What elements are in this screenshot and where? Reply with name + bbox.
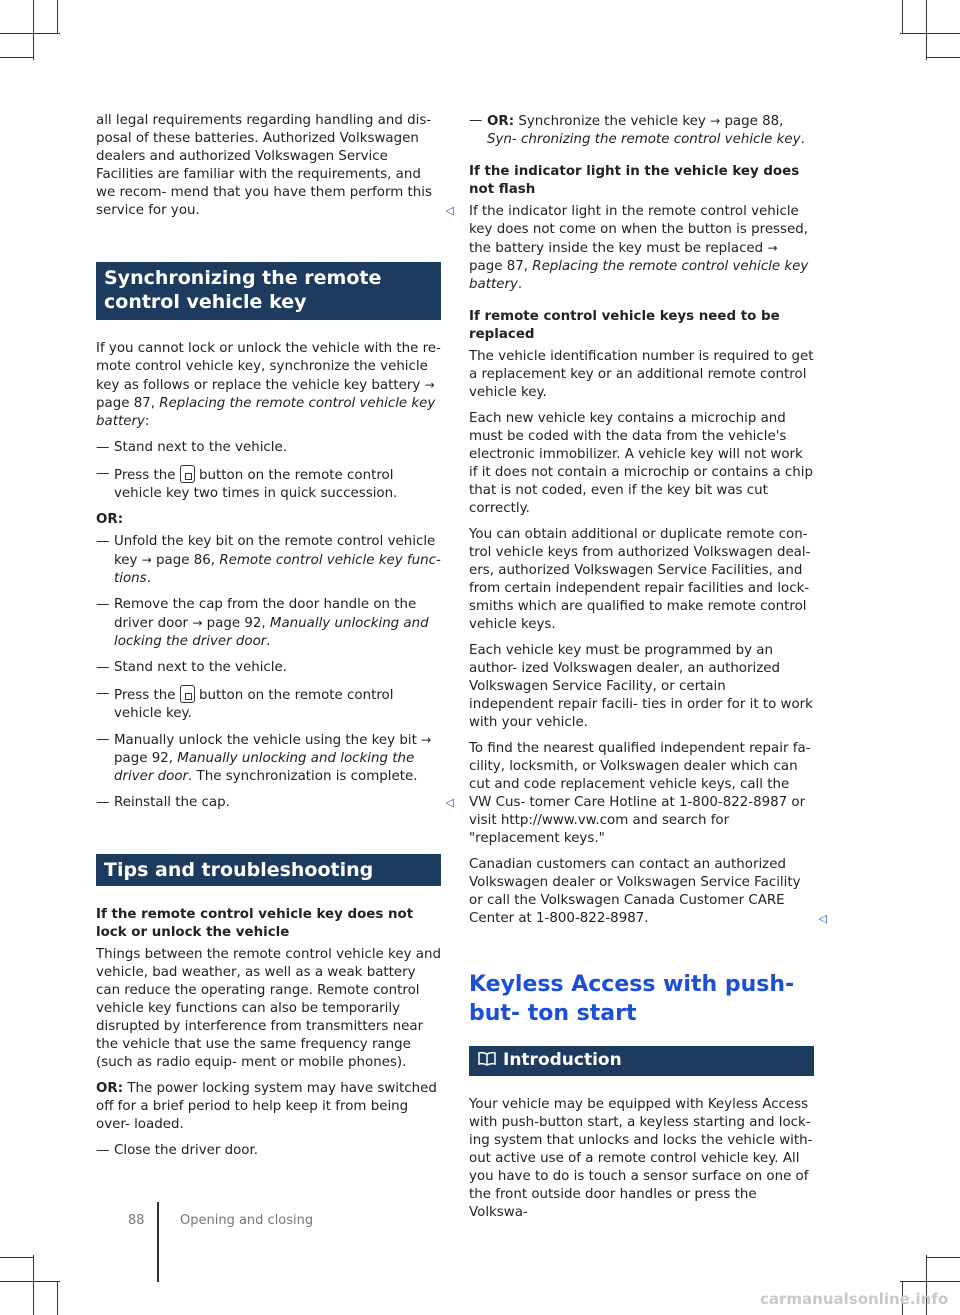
book-icon <box>477 1051 497 1073</box>
crop-mark <box>33 0 34 60</box>
paragraph: Each new vehicle key contains a microchip and must be coded with the data from the vehicle's electronic immobilizer. A vehicle key will not work if it does not contain a microchip or contains a chip that is not coded, even if the key bit was cut correctly. <box>469 411 813 516</box>
step-item: — Remove the cap from the door handle on the driver door → page 92, Manually unlocking and locking the driver door. <box>96 597 429 649</box>
step-item: — Press the button on the remote control vehicle key two times in quick succession. <box>96 466 398 501</box>
sync-paragraph: If you cannot lock or unlock the vehicle with the re- mote control vehicle key, synchronize the vehicle key as follows or replace the vehicle key battery → page 87, Replacing the remote control vehicle key battery: <box>96 341 441 429</box>
step-item: — Manually unlock the vehicle using the key bit → page 92, Manually unlocking and locking the driver door. The synchronization is complete. <box>96 732 432 784</box>
lock-button-icon <box>180 685 195 703</box>
end-triangle-icon: ◁ <box>818 912 827 925</box>
crop-mark <box>57 1282 58 1315</box>
or-paragraph: OR: The power locking system may have switched off for a brief period to help keep it from being over- loaded. <box>96 1081 437 1132</box>
intro-heading: Introduction <box>469 1046 814 1076</box>
section-heading-tips: Tips and troubleshooting <box>96 854 441 886</box>
arrow-icon: → <box>192 616 203 630</box>
section-heading-sync: Synchronizing the remote control vehicle key <box>96 262 441 320</box>
footer-divider <box>157 1202 159 1282</box>
page-ref-link[interactable]: page 87, <box>96 396 155 411</box>
page-ref-link[interactable]: page 86, <box>156 553 216 568</box>
paragraph: Each vehicle key must be programmed by an author- ized Volkswagen dealer, an authorized Volkswagen Service Facility, or certain independent repair facili- ties in order for it to work with your vehicle. <box>469 643 813 730</box>
paragraph: The vehicle identification number is required to get a replacement key or an additional remote control vehicle key. <box>469 349 814 400</box>
crop-mark <box>926 1257 960 1258</box>
arrow-icon: → <box>421 733 432 747</box>
crop-mark <box>902 0 903 33</box>
end-triangle-icon: ◁ <box>445 204 454 217</box>
step-item: — Press the button on the remote control vehicle key. <box>96 686 394 721</box>
page-ref-link[interactable]: page 87, <box>469 259 528 274</box>
paragraph: Canadian customers can contact an authorized Volkswagen dealer or Volkswagen Service Facility or call the Volkswagen Canada Customer CARE Center at 1-800-822-8987. ◁ <box>469 857 827 926</box>
arrow-icon: → <box>767 241 778 255</box>
arrow-icon: → <box>710 114 721 128</box>
step-item: — Unfold the key bit on the remote control vehicle key → page 86, Remote control vehicle key func- tions. <box>96 534 441 586</box>
arrow-icon: → <box>141 553 152 567</box>
watermark: carmanualsonline.info <box>760 1290 949 1308</box>
lock-button-icon <box>180 465 195 483</box>
intro-paragraph: Your vehicle may be equipped with Keyless Access with push-button start, a keyless starting and lock- ing system that unlocks and locks the vehicle with- out active use of a remote control vehicle key. All you have to do is touch a sensor surface on one of the front outside door handles or press the Volkswa- <box>469 1097 813 1220</box>
indicator-paragraph: If the indicator light in the remote control vehicle key does not come on when the button is pressed, the battery inside the key must be replaced → page 87, Replacing the remote control vehicle key battery. <box>469 204 809 292</box>
step-item: — Stand next to the vehicle. <box>96 440 287 455</box>
subheading: If the remote control vehicle key does not lock or unlock the vehicle <box>96 907 414 940</box>
left-column <box>96 112 454 1168</box>
subheading: If the indicator light in the vehicle key does not flash <box>469 164 800 197</box>
page-ref-link[interactable]: page 92, <box>206 616 266 631</box>
page-number: 88 <box>128 1213 145 1228</box>
arrow-icon: → <box>424 378 435 392</box>
crop-mark <box>900 33 960 34</box>
step-item: — OR: Synchronize the vehicle key → page 88, Syn- chronizing the remote control vehicle key. <box>469 113 805 147</box>
crop-mark <box>57 0 58 33</box>
crop-mark <box>900 1281 960 1282</box>
crop-mark <box>926 0 927 60</box>
paragraph: You can obtain additional or duplicate remote con- trol vehicle keys from authorized Volkswagen deal- ers, authorized Volkswagen Service Facilities, and from certain independent repair facilities and lock- smiths which are qualified to make remote control vehicle keys. <box>469 527 811 632</box>
crop-mark <box>0 1281 60 1282</box>
end-triangle-icon: ◁ <box>445 796 454 809</box>
right-column <box>469 112 827 1230</box>
step-item: — Close the driver door. <box>96 1143 259 1158</box>
chapter-name: Opening and closing <box>180 1213 314 1228</box>
subheading: If remote control vehicle keys need to be replaced <box>469 309 780 342</box>
paragraph: To find the nearest qualified independent repair fa- cility, locksmith, or Volkswagen dealer which can cut and code replacement vehicle keys, call the VW Cus- tomer Care Hotline at 1-800-822-8987 or visit http://www.vw.com and search for "replacement keys." <box>469 741 811 846</box>
or-label: OR: <box>96 512 124 527</box>
page-ref-link[interactable]: page 92, <box>114 751 173 766</box>
intro-paragraph: all legal requirements regarding handling and dis- posal of these batteries. Authorized Volkswagen dealers and authorized Volkswagen Service Facilities are familiar with the requirements, and we recom- mend that you have them perform this service for you. ◁ <box>96 113 454 218</box>
tips-paragraph: Things between the remote control vehicle key and vehicle, bad weather, as well as a weak battery can reduce the operating range. Remote control vehicle key functions can also be temporarily disrupted by interference from transmitters near the vehicle that use the same frequency range (such as radio equip- ment or mobile phones). <box>96 947 441 1070</box>
crop-mark <box>0 1257 33 1258</box>
crop-mark <box>0 57 33 58</box>
chapter-title: Keyless Access with push-but- ton start <box>469 972 795 1026</box>
step-item: — Reinstall the cap. ◁ <box>96 795 454 810</box>
crop-mark <box>926 57 960 58</box>
step-item: — Stand next to the vehicle. <box>96 660 287 675</box>
crop-mark <box>0 33 60 34</box>
crop-mark <box>33 1255 34 1315</box>
page-ref-link[interactable]: page 88, <box>724 114 784 129</box>
